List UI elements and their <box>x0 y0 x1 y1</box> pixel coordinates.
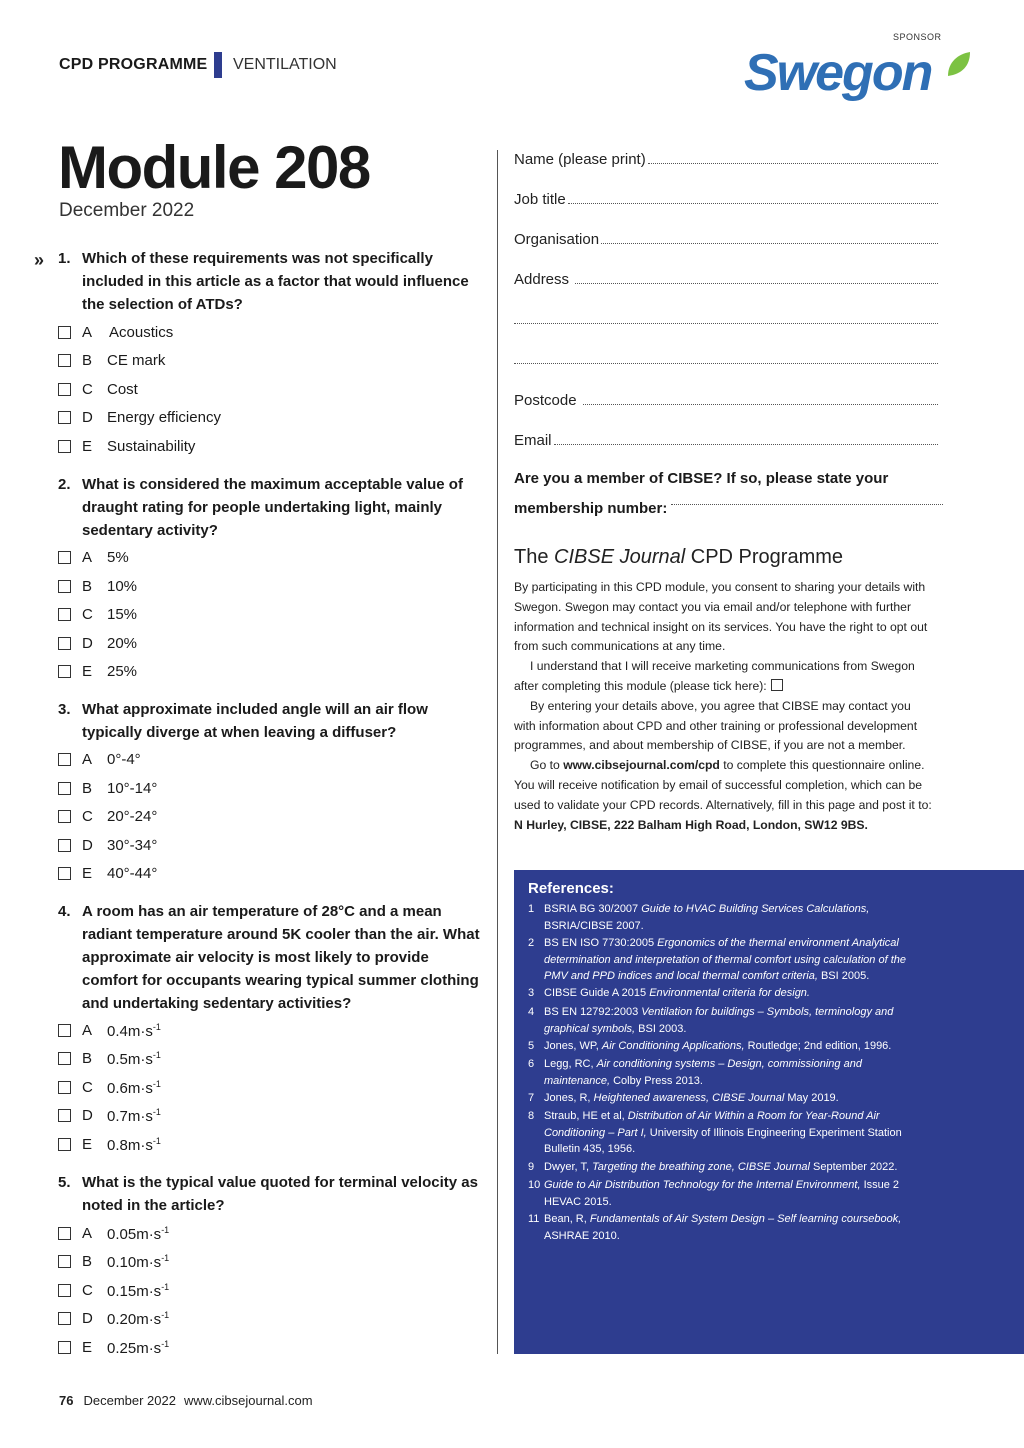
programme-heading: The CIBSE Journal CPD Programme <box>514 546 844 568</box>
swegon-logo <box>742 46 974 108</box>
checkbox[interactable] <box>58 1138 71 1151</box>
checkbox[interactable] <box>58 753 71 766</box>
leaf-icon <box>948 52 970 76</box>
checkbox[interactable] <box>58 1341 71 1354</box>
question-number: 5. <box>58 1174 71 1191</box>
checkbox[interactable] <box>58 782 71 795</box>
checkbox[interactable] <box>58 1312 71 1325</box>
logo-wordmark: Swegon <box>744 46 932 102</box>
marketing-consent-checkbox[interactable] <box>771 679 783 691</box>
checkbox[interactable] <box>58 580 71 593</box>
question-number: 3. <box>58 701 71 718</box>
programme-label: CPD PROGRAMME <box>59 56 208 73</box>
checkbox[interactable] <box>58 1109 71 1122</box>
references-panel: References: 1 BSRIA BG 30/2007 Guide to HVAC Building Services Calculations, BSRIA/CIBSE 2007. 2 BS EN ISO 7730:2005 Ergonomics of the thermal environment Analytical determination and interpretation of thermal comfort using calculation of the PMV and PPD indices and local thermal comfort criteria, BSI 2005. 3 CIBSE Guide A 2015 Environmental criteria for design. 4 BS EN 12792:2003 Ventilation for buildings – Symbols, terminology and graphical symbols, BSI 2003. 5 Jones, WP, Air Conditioning Applications, Routledge; 2nd edition, 1996. 6 Legg, RC, Air conditioning systems – Design, commissioning and maintenance, Colby Press 2013. 7 Jones, R, Heightened awareness, CIBSE Journal May 2019. 8 Straub, HE et al, Distribution of Air Within a Room for Year-Round Air Conditioning – Part I, University of Illinois Engineering Experiment Station Bulletin 435, 1956. 9 Dwyer, T, Targeting the breathing zone, CIBSE Journal September 2022. 10 Guide to Air Distribution Technology for the Internal Environment, Issue 2 HEVAC 2015. 11 Bean, R, Fundamentals of Air System Design – Self learning coursebook, ASHRAE 2010. <box>514 870 1024 1354</box>
fill-line[interactable] <box>568 202 938 204</box>
checkbox[interactable] <box>58 665 71 678</box>
instructions-paragraph: Go to www.cibsejournal.com/cpd to complete this questionnaire online. You will receive notification by email of successful completion, which can be used to validate your CPD records. Alternatively, fill in this page and post it to: N Hurley, CIBSE, 222 Balham High Road, London, SW12 9BS. <box>514 758 932 832</box>
fill-line[interactable] <box>554 443 938 445</box>
sponsor-label: SPONSOR <box>893 32 942 42</box>
checkbox[interactable] <box>58 1227 71 1240</box>
checkbox[interactable] <box>58 1284 71 1297</box>
checkbox[interactable] <box>58 839 71 852</box>
checkbox[interactable] <box>58 1081 71 1094</box>
checkbox[interactable] <box>58 608 71 621</box>
fill-line[interactable] <box>601 242 938 244</box>
cpd-link[interactable]: www.cibsejournal.com/cpd <box>563 758 720 773</box>
checkbox[interactable] <box>58 867 71 880</box>
address-line-2[interactable] <box>514 308 938 328</box>
fill-line[interactable] <box>575 282 938 284</box>
module-date: December 2022 <box>59 200 195 221</box>
postcode-field[interactable]: Postcode <box>514 389 938 409</box>
question-text: What is the typical value quoted for terminal velocity as noted in the article? <box>82 1174 478 1214</box>
checkbox[interactable] <box>58 326 71 339</box>
fill-line[interactable] <box>514 322 938 324</box>
checkbox[interactable] <box>58 810 71 823</box>
checkbox[interactable] <box>58 1052 71 1065</box>
checkbox[interactable] <box>58 1024 71 1037</box>
question-text: A room has an air temperature of 28°C and a mean radiant temperature around 5K cooler than the air. What approximate air velocity is most likely to provide comfort for occupants wearing typical summer clothing and undertaking sedentary activities? <box>82 903 480 1012</box>
fill-line[interactable] <box>648 162 938 164</box>
postal-address: N Hurley, CIBSE, 222 Balham High Road, London, SW12 9BS. <box>514 817 868 832</box>
consent-paragraph: By participating in this CPD module, you consent to sharing your details with Swegon. Swegon may contact you via email and/or telephone with further information and technical insight on its services. You have the right to opt out from such communications at any time. <box>514 580 928 654</box>
checkbox[interactable] <box>58 354 71 367</box>
programme-body <box>514 578 934 835</box>
cibse-contact-paragraph: By entering your details above, you agree that CIBSE may contact you with information about CPD and other training or professional development programmes, and about membership of CIBSE, if you are not a member. <box>514 698 918 753</box>
checkbox[interactable] <box>58 411 71 424</box>
question-number: 1. <box>58 250 71 267</box>
marketing-paragraph: I understand that I will receive marketing communications from Swegon after completing this module (please tick here): <box>514 659 915 693</box>
checkbox[interactable] <box>58 440 71 453</box>
column-divider <box>497 150 498 1354</box>
footer-url[interactable]: www.cibsejournal.com <box>183 1393 313 1408</box>
address-line-3[interactable] <box>514 348 938 368</box>
email-field[interactable]: Email <box>514 429 938 449</box>
question-text: What is considered the maximum acceptable value of draught rating for people undertaking light, mainly sedentary activity? <box>82 476 463 539</box>
question-text: What approximate included angle will an air flow typically diverge at when leaving a diffuser? <box>82 701 428 741</box>
organisation-field[interactable]: Organisation <box>514 228 938 248</box>
checkbox[interactable] <box>58 637 71 650</box>
page-footer <box>59 1393 321 1408</box>
question-number: 4. <box>58 903 71 920</box>
module-title: Module 208 <box>58 134 370 201</box>
double-chevron-icon: » <box>34 250 45 270</box>
fill-line[interactable] <box>514 362 938 364</box>
question-number: 2. <box>58 476 71 493</box>
checkbox[interactable] <box>58 383 71 396</box>
address-field[interactable]: Address <box>514 268 938 288</box>
checkbox[interactable] <box>58 551 71 564</box>
page-number: 76 <box>59 1393 74 1408</box>
header-divider-bar <box>214 52 222 78</box>
membership-number-field[interactable] <box>671 504 943 505</box>
section-label: VENTILATION <box>233 56 337 73</box>
question-text: Which of these requirements was not specifically included in this article as a factor that would influence the selection of ATDs? <box>82 250 469 313</box>
references-title: References: <box>528 880 614 897</box>
job-title-field[interactable]: Job title <box>514 188 938 208</box>
name-field[interactable]: Name (please print) <box>514 148 938 168</box>
membership-question: Are you a member of CIBSE? If so, please state your membership number: <box>514 464 944 524</box>
checkbox[interactable] <box>58 1255 71 1268</box>
fill-line[interactable] <box>583 403 938 405</box>
footer-date: December 2022 <box>83 1393 176 1408</box>
